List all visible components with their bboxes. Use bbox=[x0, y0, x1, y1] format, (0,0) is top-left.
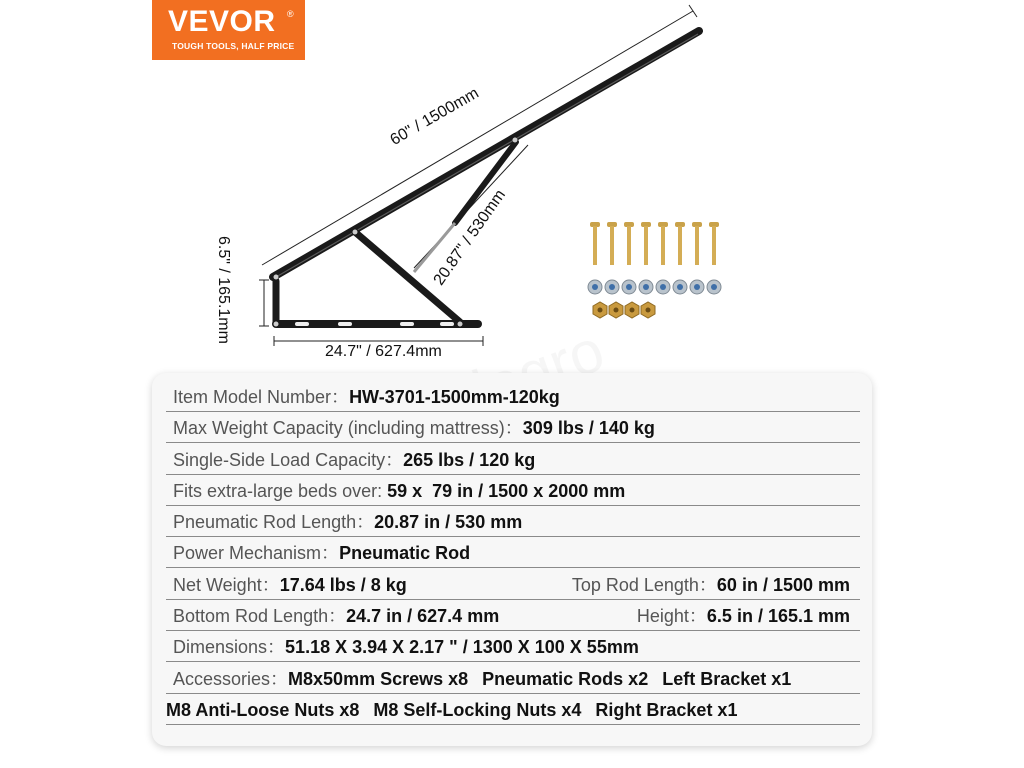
pivot-bolt bbox=[513, 138, 518, 143]
bottom-rod-dimension-label: 24.7" / 627.4mm bbox=[325, 343, 442, 360]
brass-nut-icon bbox=[625, 302, 639, 318]
spec-label: Net Weight： bbox=[173, 574, 280, 595]
screw-icon bbox=[624, 222, 634, 265]
spec-value: 24.7 in / 627.4 mm bbox=[346, 606, 500, 627]
spec-label: Item Model Number： bbox=[173, 387, 350, 407]
spec-value: 265 lbs / 120 kg bbox=[403, 449, 536, 470]
pivot-bolt bbox=[274, 322, 279, 327]
accessory-item: Pneumatic Rods x2 bbox=[482, 668, 649, 689]
spec-label: Fits extra-large beds over: bbox=[173, 480, 388, 501]
screw-icon bbox=[692, 222, 702, 265]
accessory-item: M8x50mm Screws x8 bbox=[288, 668, 469, 689]
spec-row-bottom-rod-height bbox=[166, 601, 860, 631]
spec-row-accessories-continued bbox=[166, 695, 860, 725]
specifications-table bbox=[166, 382, 860, 726]
lock-nut-icon bbox=[588, 280, 602, 294]
top-rod-highlight bbox=[276, 34, 698, 277]
registered-mark: ® bbox=[287, 9, 294, 19]
spec-value: Pneumatic Rod bbox=[339, 543, 471, 564]
bottom-rod-slot bbox=[338, 322, 352, 326]
pneumatic-rod-dimension-label: 20.87" / 530mm bbox=[430, 186, 510, 289]
anti-loose-nuts-group bbox=[588, 280, 721, 294]
spec-label: Dimensions： bbox=[173, 637, 286, 658]
spec-value: 60 in / 1500 mm bbox=[716, 574, 850, 595]
height-dimension-label: 6.5" / 165.1mm bbox=[215, 236, 232, 344]
spec-label: Pneumatic Rod Length： bbox=[173, 512, 375, 533]
spec-row-pneumatic-length bbox=[166, 507, 860, 537]
spec-label: Height： bbox=[636, 606, 707, 627]
spec-label: Top Rod Length： bbox=[571, 574, 717, 595]
spec-label: Max Weight Capacity (including mattress)： bbox=[173, 418, 523, 439]
brass-nut-icon bbox=[593, 302, 607, 318]
lock-nut-icon bbox=[673, 280, 687, 294]
spec-row-dimensions bbox=[166, 632, 860, 662]
spec-value: 6.5 in / 165.1 mm bbox=[706, 606, 850, 627]
spec-row-max-weight bbox=[166, 413, 860, 443]
spec-label: Accessories： bbox=[173, 668, 289, 689]
pivot-bolt bbox=[274, 275, 279, 280]
self-locking-nuts-group bbox=[593, 302, 655, 318]
screw-icon bbox=[641, 222, 651, 265]
brand-tagline: TOUGH TOOLS, HALF PRICE bbox=[172, 41, 295, 51]
screw-icon bbox=[607, 222, 617, 265]
bottom-rod-slot bbox=[295, 322, 309, 326]
spec-value: 309 lbs / 140 kg bbox=[522, 418, 655, 439]
spec-row-single-side bbox=[166, 445, 860, 475]
spec-row-model bbox=[166, 382, 860, 412]
specifications-card bbox=[152, 373, 872, 746]
spec-value: 59 x 79 in / 1500 x 2000 mm bbox=[387, 480, 626, 501]
spec-value: 20.87 in / 530 mm bbox=[374, 512, 523, 533]
bottom-rod-slot bbox=[440, 322, 454, 326]
brass-nut-icon bbox=[641, 302, 655, 318]
lock-nut-icon bbox=[605, 280, 619, 294]
spec-value: HW-3701-1500mm-120kg bbox=[349, 387, 560, 407]
top-rod-dimension-tick-end bbox=[689, 5, 697, 17]
spec-row-power bbox=[166, 538, 860, 568]
pivot-bolt bbox=[458, 322, 463, 327]
screw-icon bbox=[590, 222, 600, 265]
accessory-item: Left Bracket x1 bbox=[662, 668, 792, 689]
top-rod-dimension-label: 60" / 1500mm bbox=[387, 84, 482, 149]
spec-label: Single-Side Load Capacity： bbox=[173, 449, 404, 470]
accessory-item: M8 Anti-Loose Nuts x8 bbox=[166, 699, 360, 720]
lock-nut-icon bbox=[656, 280, 670, 294]
brand-name: VEVOR bbox=[168, 5, 276, 38]
spec-value: 51.18 X 3.94 X 2.17 " / 1300 X 100 X 55mm bbox=[285, 637, 639, 658]
bed-lift-diagram bbox=[0, 0, 1024, 380]
lock-nut-icon bbox=[707, 280, 721, 294]
lock-nut-icon bbox=[690, 280, 704, 294]
brass-nut-icon bbox=[609, 302, 623, 318]
bottom-rod-slot bbox=[400, 322, 414, 326]
screws-group bbox=[590, 222, 719, 265]
accessory-item: M8 Self-Locking Nuts x4 bbox=[373, 699, 582, 720]
spec-row-weight-top-rod bbox=[166, 570, 860, 600]
screw-icon bbox=[675, 222, 685, 265]
spec-value: 17.64 lbs / 8 kg bbox=[279, 574, 407, 595]
lock-nut-icon bbox=[622, 280, 636, 294]
screw-icon bbox=[709, 222, 719, 265]
spec-label: Bottom Rod Length： bbox=[173, 606, 347, 627]
accessory-item: Right Bracket x1 bbox=[595, 699, 738, 720]
lock-nut-icon bbox=[639, 280, 653, 294]
screw-icon bbox=[658, 222, 668, 265]
spec-row-fits bbox=[166, 476, 860, 506]
spec-row-accessories bbox=[166, 664, 860, 694]
spec-label: Power Mechanism： bbox=[173, 543, 340, 564]
top-rod bbox=[273, 31, 699, 277]
pivot-bolt bbox=[353, 230, 358, 235]
